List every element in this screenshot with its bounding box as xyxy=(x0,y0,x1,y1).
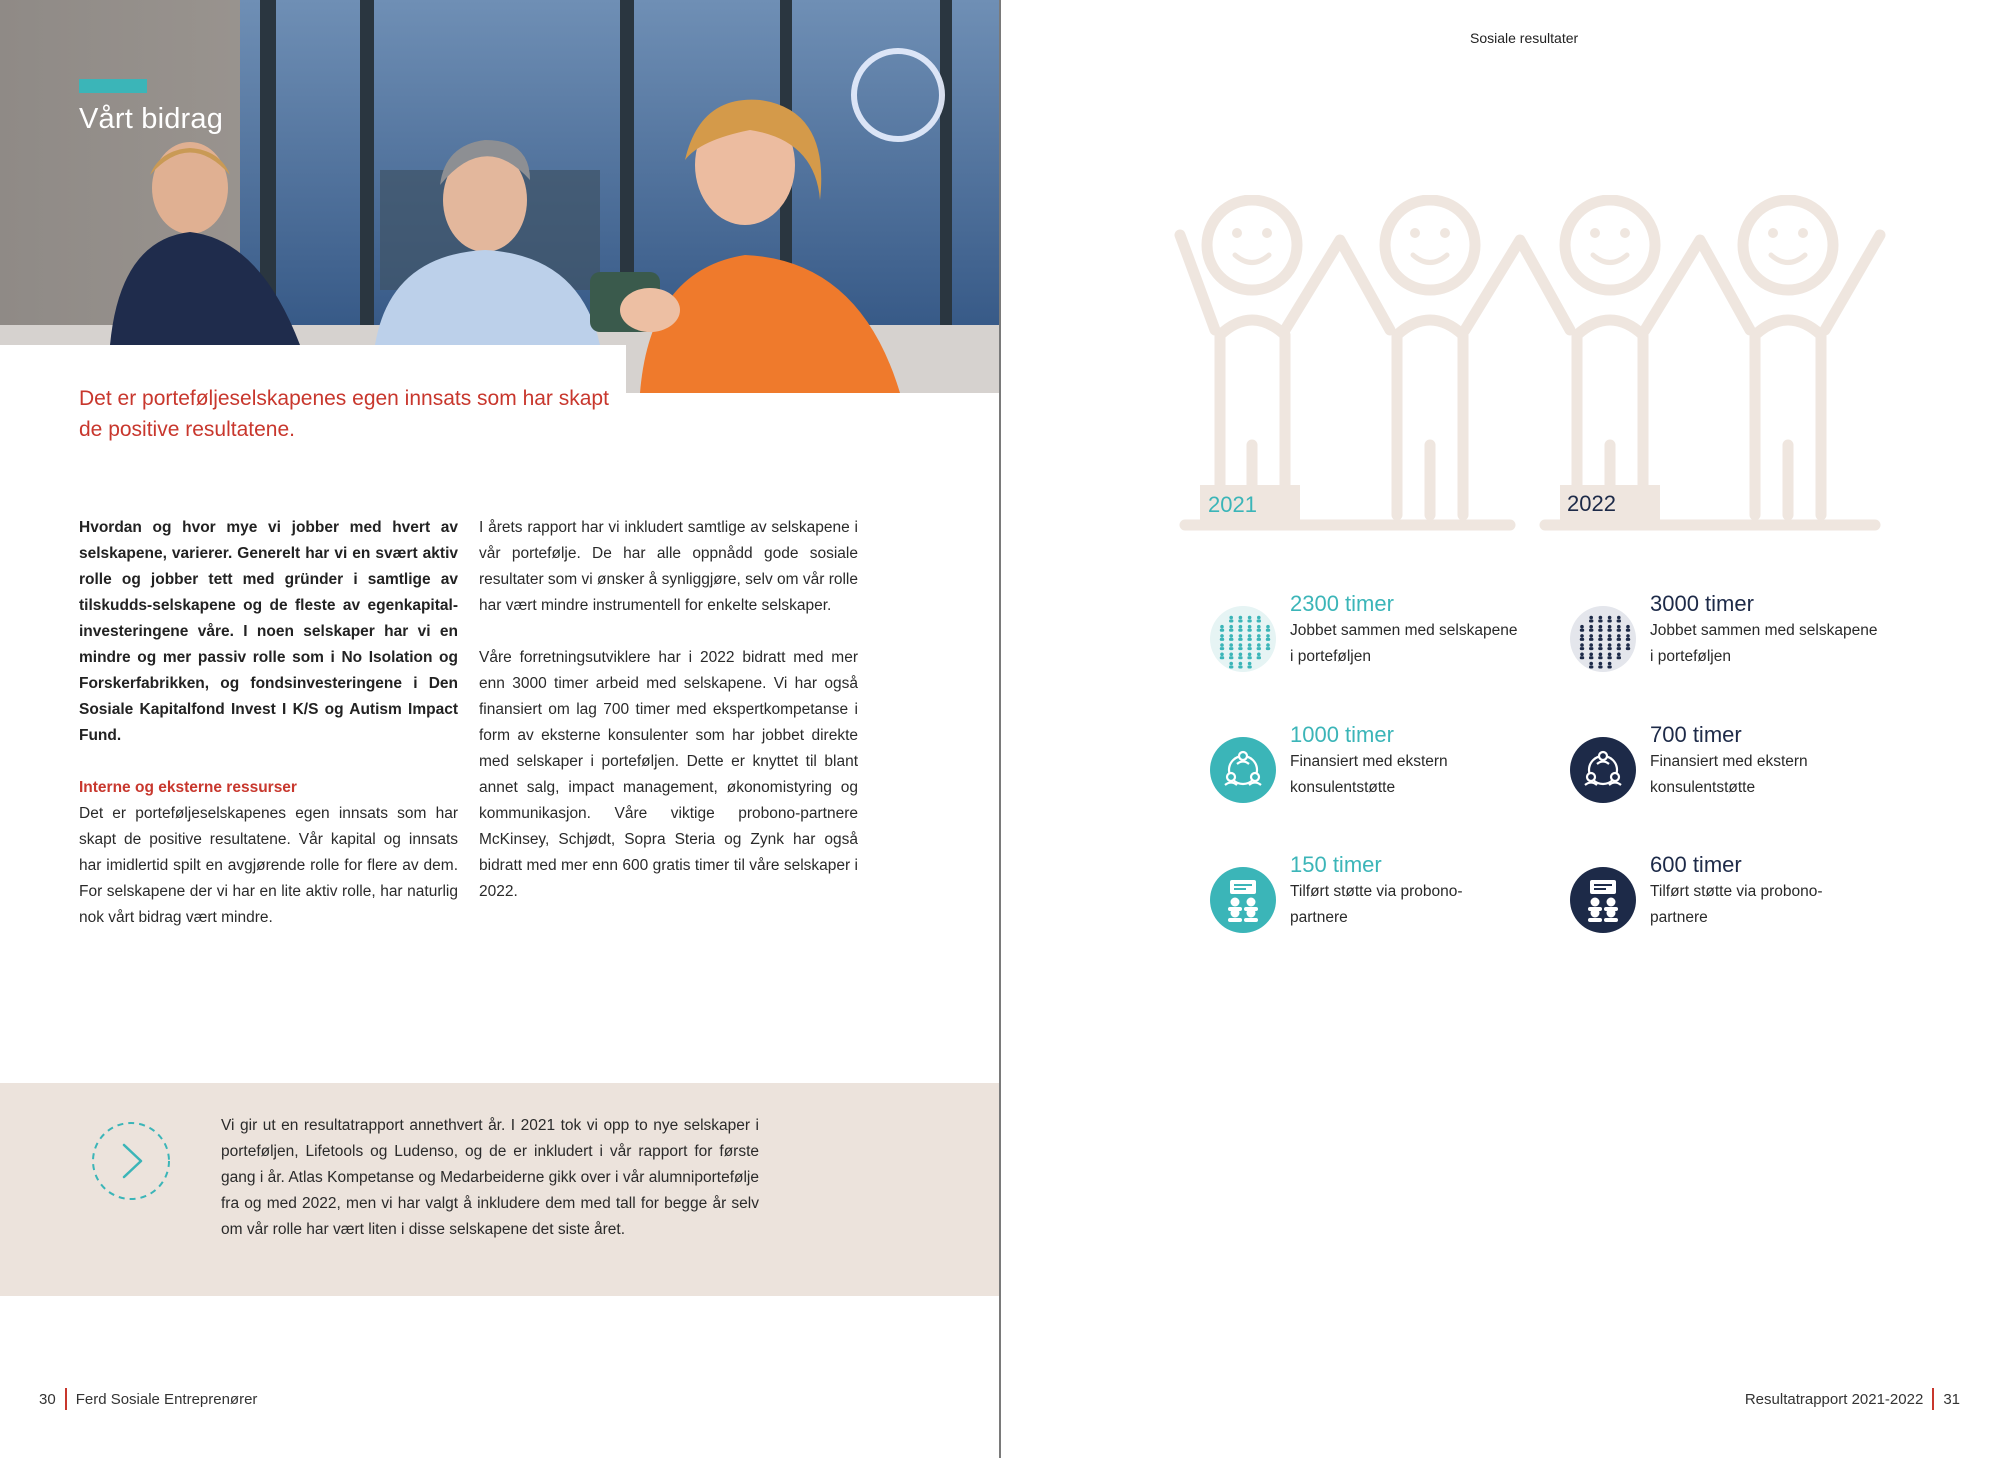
stat-description: Finansiert med ekstern konsulentstøtte xyxy=(1290,753,1448,796)
chevron-right-icon xyxy=(91,1121,171,1201)
stat-value: 700 timer xyxy=(1650,722,1742,747)
stat-description: Jobbet sammen med selskapene i porteføljen xyxy=(1650,622,1878,665)
text-column-1 xyxy=(79,515,458,931)
stat-value: 1000 timer xyxy=(1290,722,1394,747)
publisher-name: Ferd Sosiale Entreprenører xyxy=(75,1390,258,1408)
page-number: 30 xyxy=(39,1390,56,1408)
body-paragraph: Det er porteføljeselskapenes egen innsats som har skapt de positive resultatene. Vår kapital og innsats har imidlertid spilt en avgjørende rolle for flere av dem. For selskapene der vi har en lite aktiv rolle, har naturlig nok vårt bidrag vært mindre. xyxy=(79,805,458,926)
people-illustration xyxy=(1165,195,1895,535)
lead-paragraph: Det er porteføljeselskapenes egen innsats som har skapt de positive resultatene. xyxy=(79,387,609,441)
stat-description: Finansiert med ekstern konsulentstøtte xyxy=(1650,753,1808,796)
subheading: Interne og eksterne ressurser xyxy=(79,779,297,796)
stat-description: Jobbet sammen med selskapene i porteføljen xyxy=(1290,622,1518,665)
section-label: Sosiale resultater xyxy=(1470,30,1579,46)
stat-value: 2300 timer xyxy=(1290,591,1394,616)
stat-description: Tilført støtte via probono-partnere xyxy=(1290,883,1463,926)
intro-paragraph: Hvordan og hvor mye vi jobber med hvert av selskapene, varierer. Generelt har vi en svært aktiv rolle og jobber tett med gründer i samtlige av tilskudds-selskapene og de fleste av egenkapital-investeringene våre. I noen selskaper har vi en mindre og mer passiv rolle som i No Isolation og Forskerfabrikken, og fondsinvesteringene i Den Sosiale Kapitalfond Invest I K/S og Autism Impact Fund. xyxy=(79,519,458,744)
network-people-icon xyxy=(1570,737,1636,803)
text-column-2 xyxy=(479,515,858,905)
footer-left xyxy=(39,1388,257,1410)
footer-divider xyxy=(65,1388,67,1410)
report-title: Resultatrapport 2021-2022 xyxy=(1744,1390,1924,1408)
people-grid-icon xyxy=(1210,606,1276,672)
stat-value: 3000 timer xyxy=(1650,591,1754,616)
year-label-2021: 2021 xyxy=(1208,492,1257,517)
presentation-people-icon xyxy=(1570,867,1636,933)
team-photo xyxy=(0,0,999,393)
people-grid-icon xyxy=(1570,606,1636,672)
book-spine xyxy=(999,0,1001,1458)
heading-accent-bar xyxy=(79,79,147,93)
page-heading: Vårt bidrag xyxy=(79,103,224,135)
left-page xyxy=(0,0,999,1458)
stat-description: Tilført støtte via probono-partnere xyxy=(1650,883,1823,926)
note-text: Vi gir ut en resultatrapport annethvert år. I 2021 tok vi opp to nye selskaper i porteføljen, Lifetools og Ludenso, og de er inkludert i vår rapport for første gang i år. Atlas Kompetanse og Medarbeiderne gikk over i vår alumniportefølje fra og med 2022, men vi har valgt å inkludere dem med tall for begge år selv om vår rolle har vært liten i disse selskapene det siste året. xyxy=(221,1117,759,1238)
footer-right xyxy=(1745,1388,1960,1410)
body-paragraph: Våre forretningsutviklere har i 2022 bidratt med mer enn 3000 timer arbeid med selskapene. Vi har også finansiert om lag 700 timer med ekspertkompetanse i form av eksterne konsulenter som har jobbet direkte med selskaper i porteføljen. Dette er knyttet til blant annet salg, impact management, økonomistyring og kommunikasjon. Våre viktige probono-partnere McKinsey, Schjødt, Sopra Steria og Zynk har også bidratt med mer enn 600 gratis timer til våre selskaper i 2022. xyxy=(479,649,858,900)
page-number: 31 xyxy=(1943,1390,1960,1408)
body-paragraph: I årets rapport har vi inkludert samtlige av selskapene i vår portefølje. De har alle oppnådd gode sosiale resultater som vi ønsker å synliggjøre, selv om vår rolle har vært mindre instrumentell for enkelte selskaper. xyxy=(479,519,859,614)
footer-divider xyxy=(1932,1388,1934,1410)
network-people-icon xyxy=(1210,737,1276,803)
stat-value: 150 timer xyxy=(1290,852,1382,877)
year-label-2022: 2022 xyxy=(1567,491,1616,516)
presentation-people-icon xyxy=(1210,867,1276,933)
stat-value: 600 timer xyxy=(1650,852,1742,877)
